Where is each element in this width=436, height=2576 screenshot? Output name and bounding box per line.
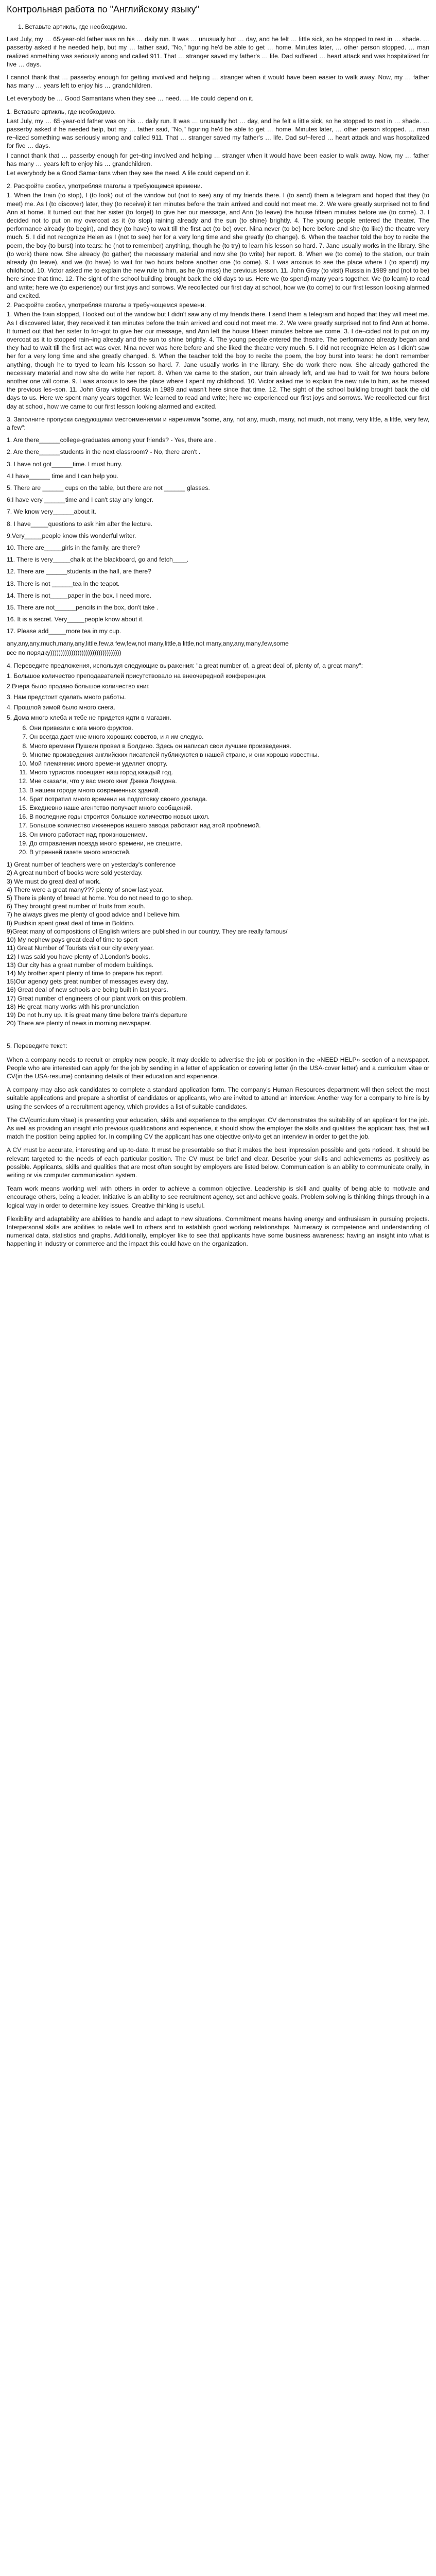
exercise-item: 15. There are not______pencils in the box, don't take . [7, 603, 159, 611]
task5-text [7, 1056, 429, 1248]
numbered-sentence: 11. Много туристов посещает наш город каждый год. [29, 768, 429, 776]
exercise-item: 1. Are there______college-graduates among your friends? - Yes, there are . [7, 436, 217, 444]
answer-line: 7) he always gives me plenty of good advice and I believe him. [7, 911, 181, 919]
task1-answer-section [7, 108, 429, 178]
text-paragraph: Flexibility and adaptability are abilities to handle and adapt to new situations. Commitment means having energy and enthusiasm in pursuing projects. Interpersonal skills are abilities to relate well to others and to establish good working relationships. Numeracy is competence and understanding of numerical data, statistics and graphs. Additionally, employer like to see that applicants have some business awareness: having an insight into what is happening in industry or commerce and the impact this could have on the organization. [7, 1215, 429, 1248]
task5-section [7, 1042, 429, 1248]
numbered-sentence: 17. Большое количество инженеров нашего завода работают над этой проблемой. [29, 821, 429, 829]
task2-answer-section [7, 301, 429, 411]
task5-heading: 5. Переведите текст: [7, 1042, 67, 1050]
answer-line: 4) There were a great many??? plenty of snow last year. [7, 886, 163, 893]
text-paragraph: Team work means working well with others in order to achieve a common objective. Leadership is skill and quality of being able to motivate and encourage others, being a leader. Initiative is an ability to see recruitment agency, set and achieve goals. Problem solving is thinking things through in a logical way in order to determine key issues. Creative thinking is useful. [7, 1185, 429, 1209]
exercise-item: 13. There is not ______tea in the teapot. [7, 580, 120, 587]
answer-line: 15)Our agency gets great number of messages every day. [7, 978, 169, 986]
task4-numbered-list [7, 724, 429, 856]
task2-answer-text: 1. When the train stopped, I looked out of the window but I didn't saw any of my friends there. I send them a telegram and hoped that they will meet me. As I discovered later, they received it ten minutes before the train arrived and could not meet me. 2. We were greatly surprised not to find Ann at home. It turned out that her sister to for¬got to give her our message, and Ann left the house fifteen minutes before we come. 3. I de¬cided not to put on my overcoat as it to stopped rain¬ing already and the sun to shine brightly. 4. The young people entered the theatre. The performance already began and they had to wait till the first act was over. Nina never was here before and she liked the theatre very much. 5. I did not recognize Helen as I didn't saw her for a very long time and she greatly changed. 6. When the teacher told the boy to recite the poem, the boy burst into tears: he don't remember anything, though he to tryed to learn his lesson so hard. 7. Jane usually works in the library. She do work there now. She already gathered the necessary material and now she do write her report. 8. When we came to the station, our train already left, and we had to wait for two hours before another one will come. 9. I was anxious to see the place where I spent my childhood. 10. Victor asked me to explain the new rule to him, as he missed the previous les¬son. 11. John Gray visited Russia in 1989 and wasn't here since that time. 12. The sight of the school building brought back the old days to us. Here we spent many years together. We learned to read and write; here we experienced our first joys and sorrows. We recollected our first day at school, how we came to our first lesson looking alarmed and excited. [7, 311, 429, 410]
task1-paragraph-1: Last July, my … 65-year-old father was on his … daily run. It was … unusually hot … day, and he felt … little sick, so he stopped to rest in … shade. … passerby asked if he needed help, but my … father said, "No," figuring he'd be able to get … home. Minutes later, … other person stopped. … man realized something was seriously wrong and called 911. That … stranger saved my father's … life. Dad suffered … heart attack and was hospitalized for five … days. [7, 36, 429, 68]
numbered-sentence: 15. Ежедневно наше агентство получает много сообщений. [29, 804, 429, 812]
document [0, 0, 436, 1264]
numbered-sentence: 6. Они привезли с юга много фруктов. [29, 724, 429, 732]
exercise-item: 6:I have very ______time and I can't stay any longer. [7, 496, 153, 504]
exercise-item: 10. There are_____girls in the family, are there? [7, 544, 141, 551]
text-paragraph: A CV must be accurate, interesting and up-to-date. It must be presentable so that it makes the best impression possible and gets noticed. It should be relevant targeted to the needs of each particular position. The CV must be brief and clear. Describe your skills and achievements as positively as possible. Applicants, skills and qualities that are most often sought by employers are listed below. Communication is an ability to communicate orally, in writing or via computer communication system. [7, 1146, 429, 1179]
numbered-sentence: 8. Много времени Пушкин провел в Болдино. Здесь он написал свои лучшие произведения. [29, 742, 429, 750]
answer-line: 18) He great many works with his pronunciation [7, 1003, 139, 1010]
task1-heading: 1. Вставьте артикль, где необходимо. [18, 23, 127, 30]
answer-line: 8) Pushkin spent great deal of time in Boldino. [7, 919, 135, 927]
exercise-item: 7. We know very______about it. [7, 508, 96, 516]
answer-line: 12) I was said you have plenty of J.London's books. [7, 953, 150, 960]
text-paragraph: A company may also ask candidates to complete a standard application form. The company's Human Resources department will then select the most suitable applications and prepare a shortlist of candidates or applicants, who are invited to attend an interview. Another way for a company to hire is by using the services of a recruitment agency, which provides a list of suitable candidates. [7, 1086, 429, 1110]
numbered-sentence: 10. Мой племянник много времени уделяет спорту. [29, 759, 429, 768]
exercise-item: 2. Are there______students in the next classroom? - No, there aren't . [7, 448, 201, 456]
text-paragraph: When a company needs to recruit or employ new people, it may decide to advertise the job or position in the «NEED HELP» section of a newspaper. People who are interested can apply for the job by sending in a letter of application or covering letter (in the USA-cover letter) and a curriculum vitae or CV(in the USA-resume) containing details of their education and experience. [7, 1056, 429, 1080]
task1-answer-heading: 1. Вставьте артикль, где необходимо. [7, 108, 116, 115]
task4-answers-list [7, 860, 429, 1027]
exercise-item: 4.I have______ time and I can help you. [7, 472, 118, 480]
task3-heading: 3. Заполните пропуски следующими местоимениями и наречиями "some, any, not any, much, many, not much, not many, very little, a little, very few, a few": [7, 415, 429, 431]
task3-answer-line: any,any,any,much,many,any,little,few,a few,few,not many,little,a little,not many,any,any,many,few,some [7, 639, 289, 647]
exercise-item: 9.Very_____people know this wonderful writer. [7, 532, 136, 539]
answer-line: 19) Do not hurry up. It is great many time before train's departure [7, 1011, 187, 1019]
answer-line: 17) Great number of engineers of our plant work on this problem. [7, 994, 187, 1002]
task2-section [7, 182, 429, 300]
numbered-sentence: 18. Он много работает над произношением. [29, 831, 429, 839]
task4-heading: 4. Переведите предложения, используя следующие выражения: "a great number of, a great deal of, plenty of, a great many": [7, 662, 363, 669]
answer-line: 5) There is plenty of bread at home. You do not need to go to shop. [7, 894, 193, 902]
exercise-item: 16. It is a secret. Very_____people know about it. [7, 616, 144, 623]
document-title: Контрольная работа по "Английскому языку" [7, 4, 199, 14]
task1-paragraph-2: I cannot thank that … passerby enough for getting involved and helping … stranger when it would have been easier to walk away. Now, my … father has many … years left to enjoy his … grandchildren. [7, 74, 429, 90]
exercise-item: 14. There is not_____paper in the box. I need more. [7, 591, 151, 599]
text-paragraph: The CV(curriculum vitae) is presenting your education, skills and experience to the employer. CV demonstrates the suitability of an applicant for the job. As well as providing an insight into previous qualifications and experience, it should show the employer the skills and qualities the applicant has, that will match the position being applied for. In compiling CV the applicant has one objective only-to get an interview in order to get the job. [7, 1116, 429, 1141]
answer-line: 3) We must do great deal of work. [7, 877, 101, 885]
task3-answer-note: все по порядку)))))))))))))))))))))))))))))))))) [7, 649, 121, 656]
task3-section [7, 415, 429, 657]
answer-line: 9)Great many of compositions of English writers are published in our country. They are really famous/ [7, 927, 288, 935]
numbered-sentence: 16. В последние годы строится большое количество новых школ. [29, 812, 429, 821]
task1-answer-paragraph-2: I cannot thank that … passerby enough for get¬ting involved and helping … stranger when it would have been easier to walk away. Now, my … father has many … years left to enjoy his … grandchildren. [7, 151, 429, 167]
sentence-item: 4. Прошлой зимой было много снега. [7, 703, 115, 711]
numbered-sentence: 9. Многие произведения английских писателей публикуются в нашей стране, и они хорошо известны. [29, 751, 429, 759]
task2-text: 1. When the train (to stop), I (to look) out of the window but (not to see) any of my friends there. I (to send) them a telegram and hoped that they (to meet) me. As I (to discover) later, they (to receive) it ten minutes before the train arrived and could not meet me. 2. We were greatly surprised not to find Ann at home. It turned out that her sister (to forget) to give her our message, and Ann (to leave) the house fifteen minutes before we (to come). 3. I decided not to put on my overcoat as it (to stop) raining already and the sun (to shine) brightly. 4. The young people entered the theater. The performance already (to begin), and they (to have) to wait till the first act (to be) over. Nina never (to be) here before and she (to like) the theatre very much. 5. I did not recognize Helen as I (not to see) her for a very long time and she greatly (to change). 6. When the teacher told the boy to recite the poem, the boy (to burst) into tears: he (not to remember) anything, though he (to try) to learn his lesson so hard. 7. Jane usually works in the library. She (to work) there now. She already (to gather) the necessary material and now she (to write) her report. 8. When we (to come) to the station, our train already (to leave), and we (to have) to wait for two hours before another one (to come). 9. I was anxious to see the place where I (to spend) my childhood. 10. Victor asked me to explain the new rule to him, as he (to miss) the previous lesson. 11. John Gray (to visit) Russia in 1989 and (not to be) here since that time. 12. The sight of the school building brought back the old days to us. Here we (to spend) many years together. We (to learn) to read and write; here we (to experience) our first joys and sorrows. We recollected our first day at school, how we (to come) to our first lesson looking alarmed and excited. [7, 192, 429, 299]
exercise-item: 5. There are ______ cups on the table, but there are not ______ glasses. [7, 484, 210, 492]
answer-line: 1) Great number of teachers were on yesterday's conference [7, 861, 176, 869]
answer-line: 6) They brought great number of fruits from south. [7, 903, 146, 910]
task2-answer-heading: 2. Раскройте скобки, употребляя глаголы в требу¬ющемся времени. [7, 301, 206, 309]
answer-line: 13) Our city has a great number of modern buildings. [7, 961, 154, 969]
answer-line: 16) Great deal of new schools are being built in last years. [7, 986, 168, 994]
task1-paragraph-3: Let everybody be … Good Samaritans when they see … need. … life could depend on it. [7, 95, 254, 103]
answer-line: 2) A great number! of books were sold yesterday. [7, 869, 143, 877]
numbered-sentence: 13. В нашем городе много современных зданий. [29, 786, 429, 794]
task3-exercise-list [7, 436, 429, 635]
task4-section [7, 662, 429, 1027]
sentence-item: 1. Большое количество преподавателей присутствовало на внеочередной конференции. [7, 672, 267, 680]
task1-answer-paragraph-3: Let everybody be a Good Samaritans when they see the need. A life could depend on it. [7, 170, 251, 177]
numbered-sentence: 20. В утренней газете много новостей. [29, 848, 429, 856]
sentence-item: 3. Нам предстоит сделать много работы. [7, 693, 126, 701]
exercise-item: 11. There is very_____chalk at the blackboard, go and fetch____. [7, 556, 189, 564]
answer-line: 10) My nephew pays great deal of time to sport [7, 936, 138, 944]
answer-line: 11) Great Number of Tourists visit our city every year. [7, 944, 154, 952]
exercise-item: 3. I have not got______time. I must hurry. [7, 460, 123, 468]
sentence-item: 5. Дома много хлеба и тебе не придется идти в магазин. [7, 714, 171, 722]
numbered-sentence: 19. До отправления поезда много времени, не спешите. [29, 839, 429, 848]
task4-sentence-list [7, 672, 429, 722]
task1-answer-paragraph-1: Last July, my … 65-year-old father was on his … daily run. It was … unusually hot … day, and he felt a little sick, so he stopped to rest in … shade. … passerby asked if he needed help, but my … father said, "No," figuring he'd be able to get … home. Minutes later, … other person stopped. … man re¬lized something was seriously wrong and called 911. That … stranger saved my father's … life. Dad suf¬fered … heart attack and was hospitalized for five … days. [7, 117, 429, 150]
exercise-item: 17. Please add_____more tea in my cup. [7, 628, 121, 635]
numbered-sentence: 7. Он всегда дает мне много хороших советов, и я им следую. [29, 733, 429, 741]
exercise-item: 12. There are ______students in the hall, are there? [7, 568, 151, 575]
numbered-sentence: 14. Брат потратил много времени на подготовку своего доклада. [29, 795, 429, 803]
answer-line: 20) There are plenty of news in morning newspaper. [7, 1020, 151, 1027]
exercise-item: 8. I have_____questions to ask him after the lecture. [7, 520, 153, 528]
answer-line: 14) My brother spent plenty of time to prepare his report. [7, 969, 164, 977]
task2-heading: 2. Раскройте скобки, употребляя глаголы в требующемся времени. [7, 182, 203, 190]
task1-section [7, 23, 429, 103]
sentence-item: 2.Вчера было продано большое количество книг. [7, 683, 150, 690]
numbered-sentence: 12. Мне сказали, что у вас много книг Джека Лондона. [29, 777, 429, 785]
